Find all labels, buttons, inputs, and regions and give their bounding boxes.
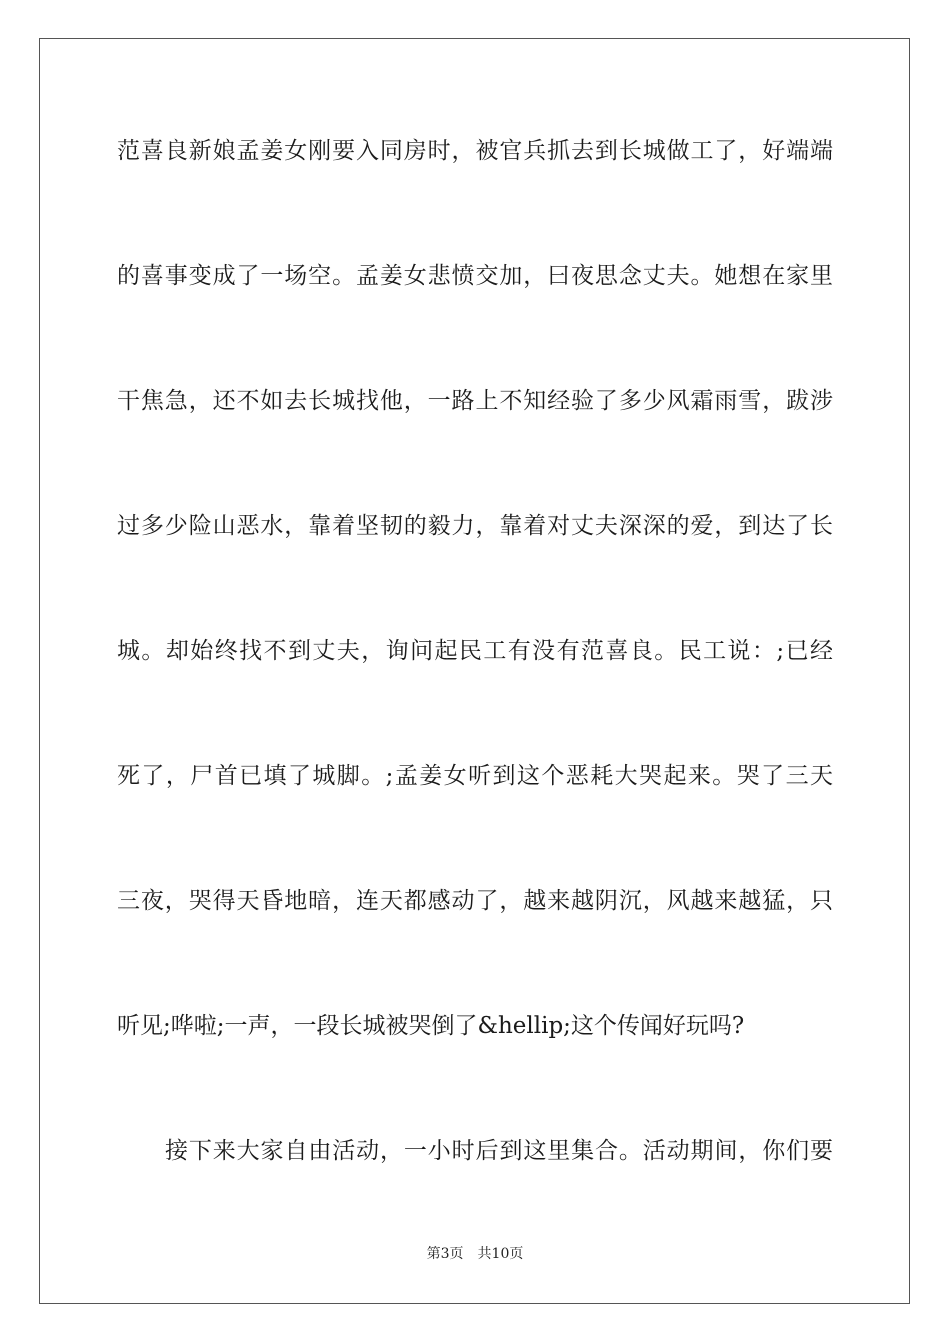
page-number: 第3页 (426, 1246, 464, 1262)
paragraph-2-line-1: 接下来大家自由活动，一小时后到这里集合。活动期间，你们要 (165, 1138, 833, 1164)
text-line-8: 听见;哗啦;一声，一段长城被哭倒了&hellip;这个传闻好玩吗? (117, 1013, 745, 1039)
page-border (39, 38, 910, 1304)
text-line-1: 范喜良新娘孟姜女刚要入同房时，被官兵抓去到长城做工了，好端端 (117, 138, 833, 164)
text-line-3: 干焦急，还不如去长城找他，一路上不知经验了多少风霜雨雪，跋涉 (117, 388, 833, 414)
text-line-5: 城。却始终找不到丈夫，询问起民工有没有范喜良。民工说：;已经 (117, 638, 833, 664)
text-line-6: 死了，尸首已填了城脚。;孟姜女听到这个恶耗大哭起来。哭了三天 (117, 763, 833, 789)
page-total: 共10页 (477, 1246, 524, 1262)
page-footer (0, 1245, 950, 1263)
text-line-2: 的喜事变成了一场空。孟姜女悲愤交加，曰夜思念丈夫。她想在家里 (117, 263, 833, 289)
text-line-4: 过多少险山恶水，靠着坚韧的毅力，靠着对丈夫深深的爱，到达了长 (117, 513, 833, 539)
text-line-7: 三夜，哭得天昏地暗，连天都感动了，越来越阴沉，风越来越猛，只 (117, 888, 833, 914)
